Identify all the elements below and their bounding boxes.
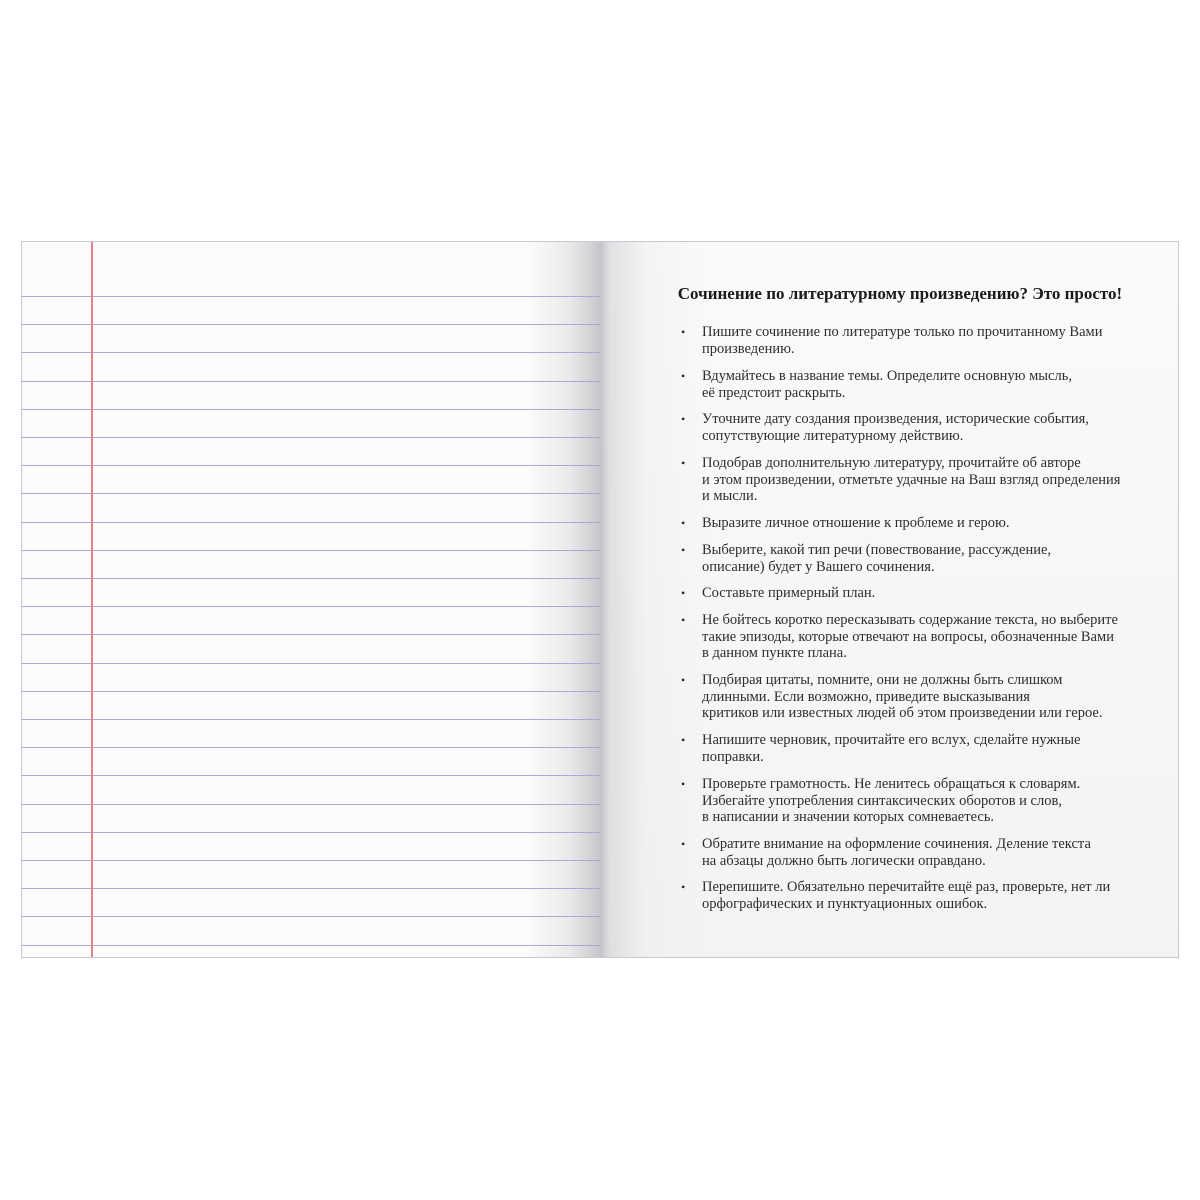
- ruled-line: [22, 465, 600, 466]
- ruled-line: [22, 832, 600, 833]
- rule-item: [681, 776, 1172, 826]
- ruled-line: [22, 437, 600, 438]
- rule-text: Перепишите. Обязательно перечитайте ещё раз, проверьте, нет ли орфографических и пунктуационных ошибок.: [702, 879, 1111, 912]
- rule-item: [681, 515, 1172, 532]
- ruled-line: [22, 606, 600, 607]
- ruled-line: [22, 747, 600, 748]
- rule-item: [681, 836, 1172, 869]
- rules-page: [600, 242, 1179, 957]
- rule-text: Не бойтесь коротко пересказывать содержание текста, но выберите такие эпизоды, которые отвечают на вопросы, обозначенные Вами в данном пункте плана.: [702, 612, 1118, 661]
- rule-text: Обратите внимание на оформление сочинения. Деление текста на абзацы должно быть логически оправдано.: [702, 836, 1091, 869]
- ruled-line: [22, 352, 600, 353]
- ruled-line: [22, 691, 600, 692]
- ruled-line: [22, 381, 600, 382]
- rule-item: [681, 411, 1172, 444]
- rule-text: Подобрав дополнительную литературу, прочитайте об авторе и этом произведении, отметьте удачные на Ваш взгляд определения и мысли.: [702, 455, 1121, 504]
- rule-item: [681, 612, 1172, 662]
- ruled-line: [22, 634, 600, 635]
- bullet-icon: •: [681, 777, 686, 791]
- rule-item: [681, 672, 1172, 722]
- rule-item: [681, 585, 1172, 602]
- rule-item: [681, 368, 1172, 401]
- bullet-icon: •: [681, 673, 686, 687]
- bullet-icon: •: [681, 613, 686, 627]
- ruled-line: [22, 409, 600, 410]
- ruled-line: [22, 916, 600, 917]
- bullet-icon: •: [681, 412, 686, 426]
- lined-page: [22, 242, 600, 957]
- rule-text: Выразите личное отношение к проблеме и герою.: [702, 515, 1010, 531]
- ruled-line: [22, 578, 600, 579]
- ruled-line: [22, 493, 600, 494]
- rule-item: [681, 455, 1172, 505]
- ruled-line: [22, 804, 600, 805]
- rule-text: Вдумайтесь в название темы. Определите основную мысль, её предстоит раскрыть.: [702, 368, 1072, 401]
- rule-text: Выберите, какой тип речи (повествование, рассуждение, описание) будет у Вашего сочинения.: [702, 542, 1052, 575]
- ruled-line: [22, 550, 600, 551]
- bullet-icon: •: [681, 325, 686, 339]
- margin-line: [91, 242, 93, 957]
- ruled-line: [22, 719, 600, 720]
- bullet-icon: •: [681, 369, 686, 383]
- rule-item: [681, 732, 1172, 765]
- rule-item: [681, 542, 1172, 575]
- ruled-line: [22, 522, 600, 523]
- bullet-icon: •: [681, 733, 686, 747]
- rule-text: Уточните дату создания произведения, исторические события, сопутствующие литературному действию.: [702, 411, 1089, 444]
- bullet-icon: •: [681, 880, 686, 894]
- bullet-icon: •: [681, 586, 686, 600]
- rule-text: Пишите сочинение по литературе только по прочитанному Вами произведению.: [702, 324, 1103, 357]
- bullet-icon: •: [681, 837, 686, 851]
- bullet-icon: •: [681, 543, 686, 557]
- ruled-line: [22, 324, 600, 325]
- notebook-spread: [21, 241, 1179, 958]
- bullet-icon: •: [681, 516, 686, 530]
- ruled-line: [22, 296, 600, 297]
- ruled-line: [22, 888, 600, 889]
- bullet-icon: •: [681, 456, 686, 470]
- rule-text: Подбирая цитаты, помните, они не должны быть слишком длинными. Если возможно, приведите высказывания критиков или известных людей об этом произведении или герое.: [702, 672, 1103, 721]
- rule-text: Составьте примерный план.: [702, 585, 876, 601]
- rules-title: Сочинение по литературному произведению? Это просто!: [677, 284, 1123, 303]
- ruled-line: [22, 860, 600, 861]
- ruled-line: [22, 945, 600, 946]
- rule-text: Проверьте грамотность. Не ленитесь обращаться к словарям. Избегайте употребления синтаксических оборотов и слов, в написании и значении которых сомневаетесь.: [702, 776, 1081, 825]
- ruled-line: [22, 663, 600, 664]
- ruled-line: [22, 775, 600, 776]
- rule-item: [681, 879, 1172, 912]
- rule-text: Напишите черновик, прочитайте его вслух, сделайте нужные поправки.: [702, 732, 1081, 765]
- rule-item: [681, 324, 1172, 357]
